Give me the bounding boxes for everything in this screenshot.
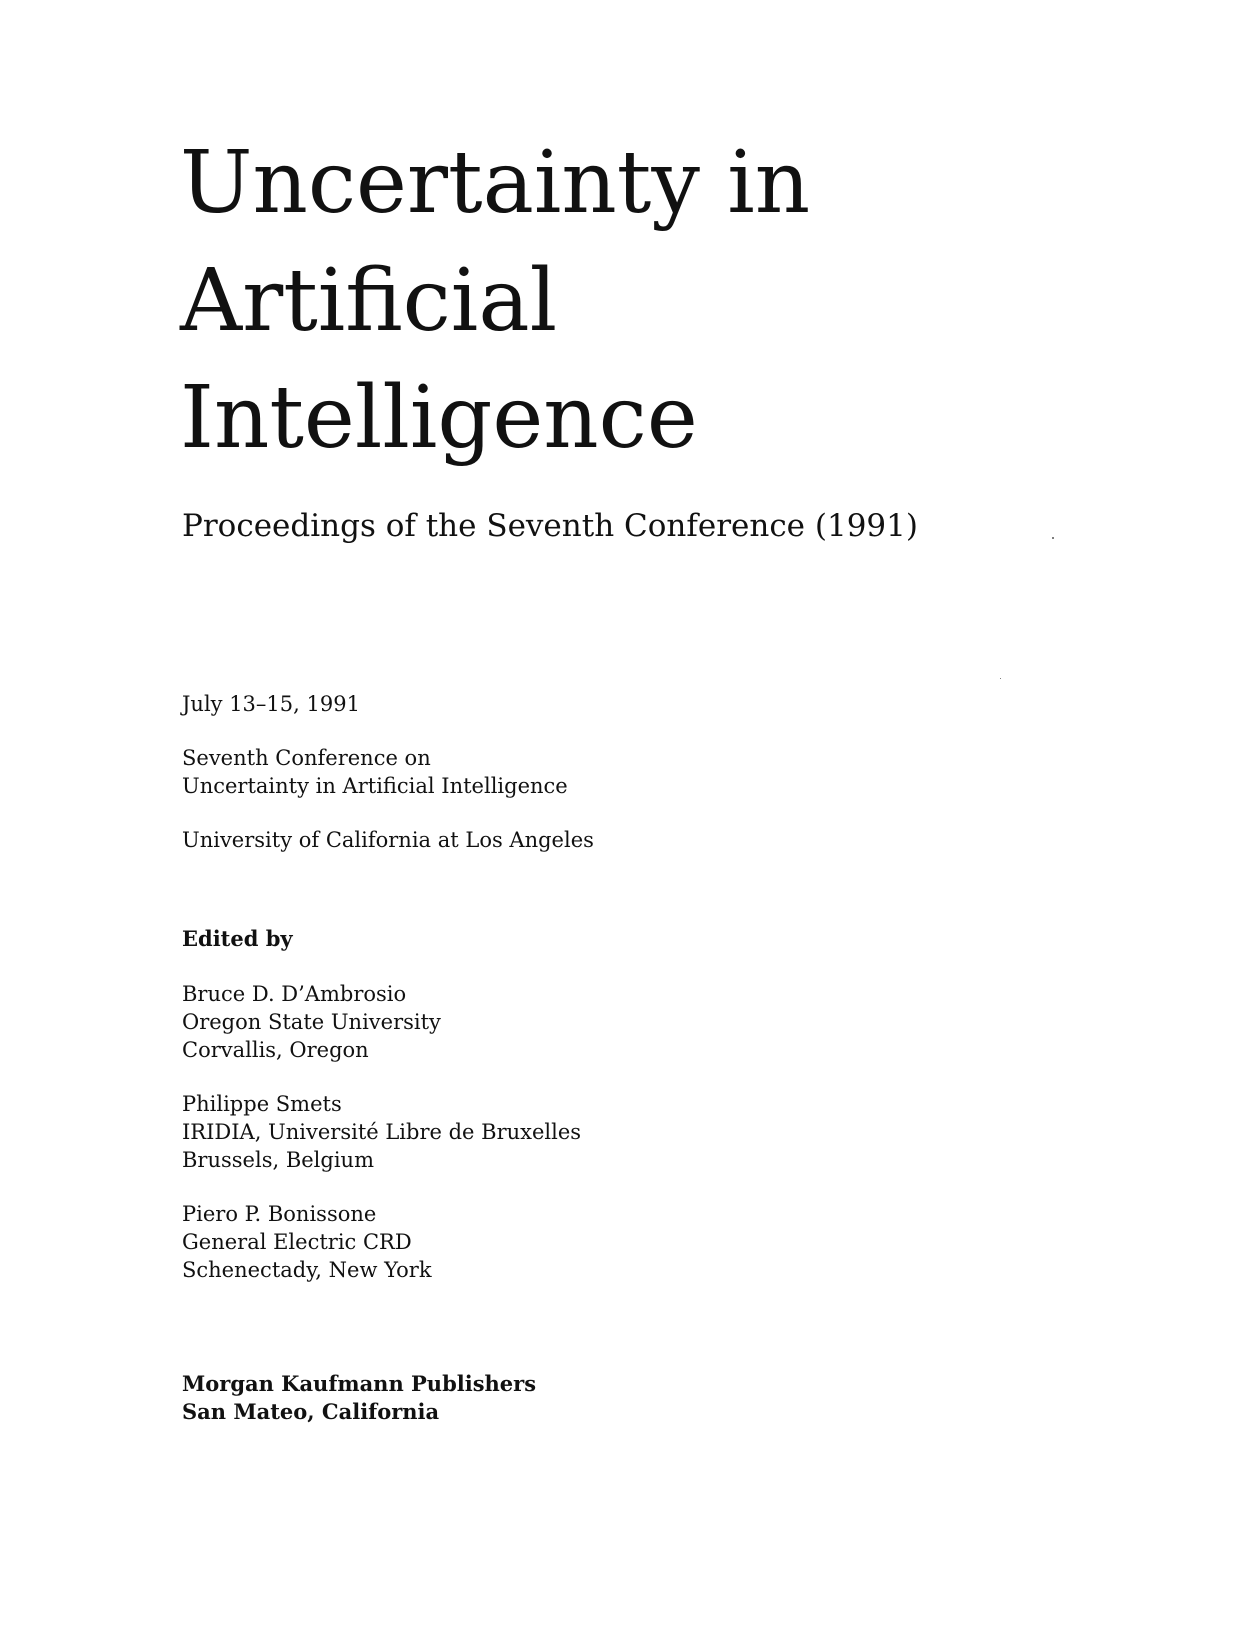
editor-affiliation: IRIDIA, Université Libre de Bruxelles [182,1120,582,1144]
book-title-line-1: Uncertainty in [180,133,811,233]
conference-venue: University of California at Los Angeles [182,828,594,852]
editor-name: Philippe Smets [182,1092,342,1116]
editor-name: Piero P. Bonissone [182,1202,377,1226]
conference-name [182,744,568,800]
conference-name-line-2: Uncertainty in Artificial Intelligence [182,774,568,798]
editor-2 [182,1090,581,1174]
editor-location: Brussels, Belgium [182,1148,374,1172]
conference-dates: July 13–15, 1991 [182,692,360,716]
editor-affiliation: General Electric CRD [182,1230,412,1254]
editor-name: Bruce D. D’Ambrosio [182,982,407,1006]
publisher [182,1370,536,1426]
book-title-line-2: Artificial [180,251,558,351]
scan-speck [1052,537,1054,539]
editor-location: Corvallis, Oregon [182,1038,369,1062]
conference-name-line-1: Seventh Conference on [182,746,431,770]
editor-location: Schenectady, New York [182,1258,432,1282]
publisher-location: San Mateo, California [182,1399,440,1424]
book-title-line-3: Intelligence [180,368,698,468]
scan-speck [1000,678,1001,679]
editor-1 [182,980,441,1064]
publisher-name: Morgan Kaufmann Publishers [182,1371,537,1396]
editor-3 [182,1200,432,1284]
edited-by-label: Edited by [182,926,293,951]
book-subtitle: Proceedings of the Seventh Conference (1991) [182,508,918,544]
editor-affiliation: Oregon State University [182,1010,441,1034]
